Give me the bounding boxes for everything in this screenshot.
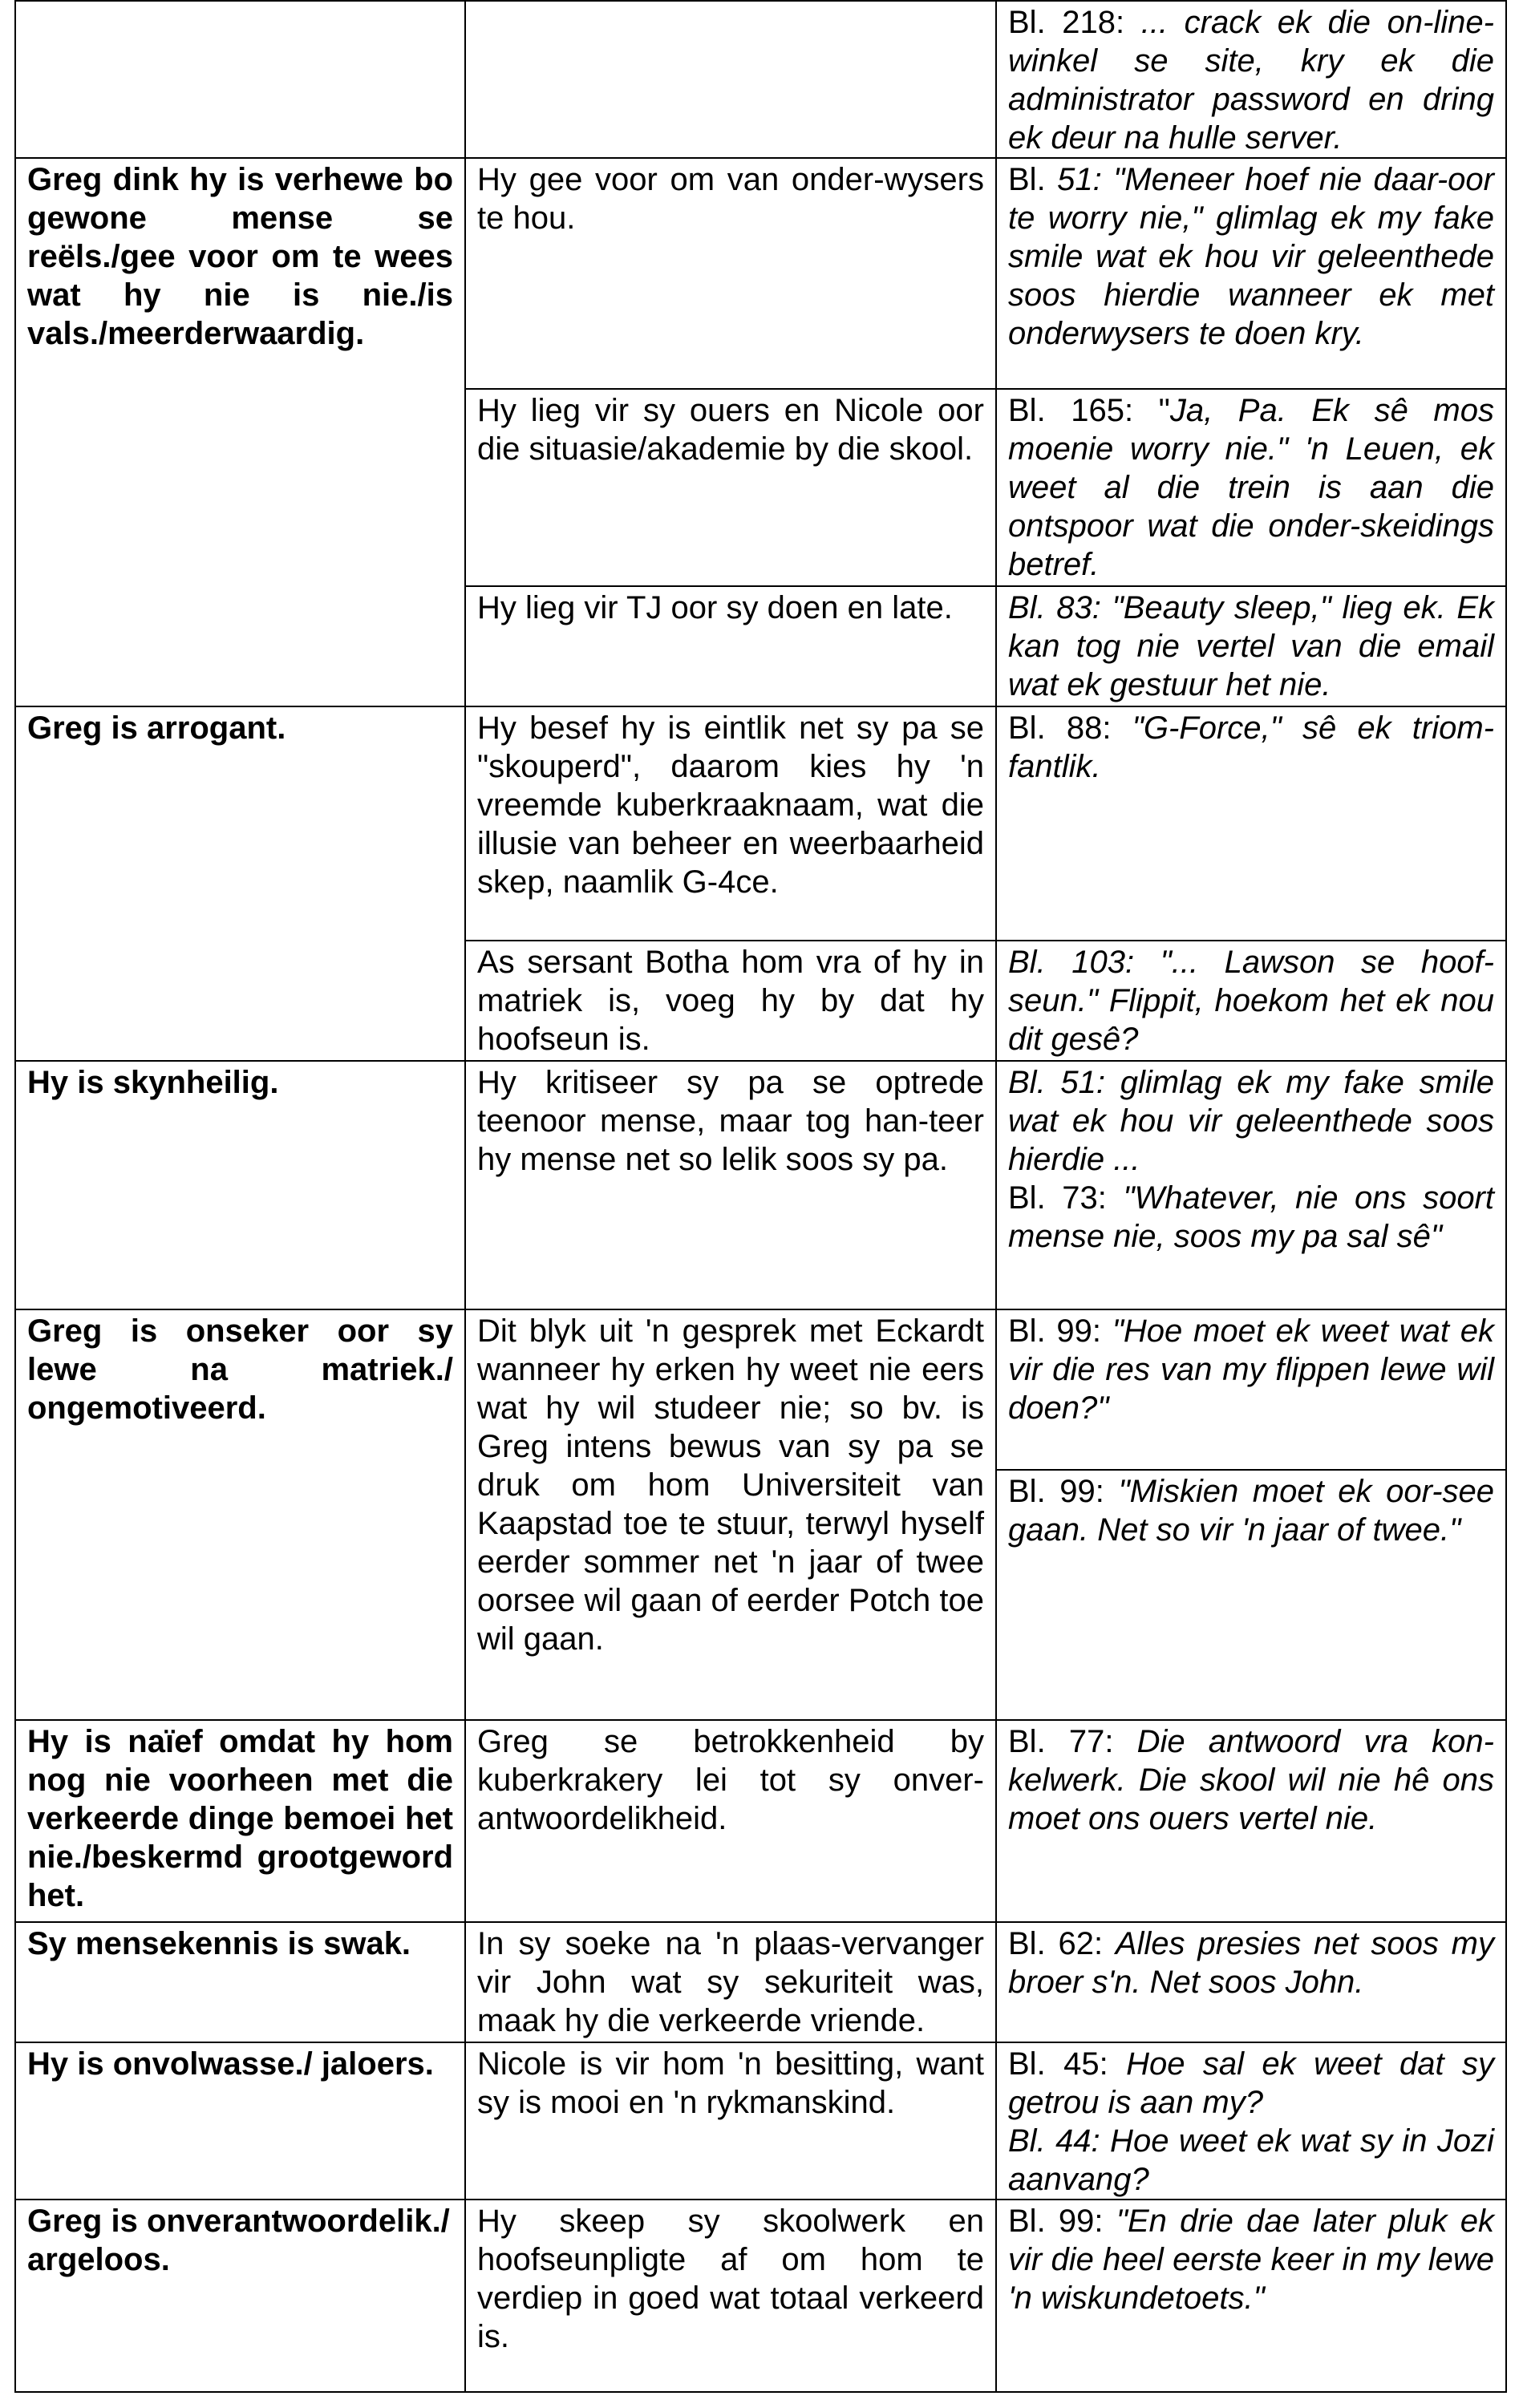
quote-text: "Hoe moet ek weet wat ek vir die res van my flippen lewe wil doen?" <box>1008 1313 1494 1426</box>
quote-cell <box>996 1470 1506 1720</box>
table-row <box>15 158 1506 389</box>
quote-text: Alles presies net soos my broer s'n. Net soos John. <box>1008 1926 1495 2000</box>
quote-text: Hoe sal ek weet dat sy getrou is aan my? <box>1008 2046 1495 2120</box>
quote-ref: Bl. <box>1008 162 1058 197</box>
quote-cell <box>996 158 1506 389</box>
trait-cell: Hy is onvolwasse./ jaloers. <box>15 2042 465 2200</box>
trait-cell: Hy is naïef omdat hy hom nog nie voorheen met die verkeerde dinge bemoei het nie./beskermd grootgeword het. <box>15 1720 465 1922</box>
quote-cell <box>996 941 1506 1061</box>
explanation-cell: Hy lieg vir sy ouers en Nicole oor die situasie/akademie by die skool. <box>465 389 996 586</box>
quote-ref: Bl. 77: <box>1008 1724 1137 1759</box>
quote-ref: Bl. 99: <box>1008 2204 1116 2239</box>
quote-ref: Bl. 165: " <box>1008 393 1170 428</box>
quote-text: "En drie dae later pluk ek vir die heel eerste keer in my lewe 'n wiskundetoets." <box>1008 2204 1494 2316</box>
table-row <box>15 2042 1506 2200</box>
quote-cell <box>996 706 1506 941</box>
table-row <box>15 1309 1506 1470</box>
quote-ref: Bl. 88: <box>1008 710 1132 746</box>
trait-cell: Greg is arrogant. <box>15 706 465 1061</box>
quote-text: 51: "Meneer hoef nie daar-oor te worry nie," glimlag ek my fake smile wat ek hou vir geleenthede soos hierdie wanneer ek met onderwysers te doen kry. <box>1008 162 1494 351</box>
explanation-cell: Hy skeep sy skoolwerk en hoofseunpligte af om hom te verdiep in goed wat totaal verkeerd is. <box>465 2200 996 2392</box>
quote-text: "G-Force," sê ek triom-fantlik. <box>1008 710 1495 784</box>
explanation-cell <box>465 1 996 158</box>
trait-cell: Sy mensekennis is swak. <box>15 1922 465 2042</box>
quote-ref: Bl. 45: <box>1008 2046 1127 2082</box>
explanation-cell: Greg se betrokkenheid by kuberkrakery lei tot sy onver-antwoordelikheid. <box>465 1720 996 1922</box>
explanation-cell: Hy lieg vir TJ oor sy doen en late. <box>465 586 996 706</box>
explanation-cell: Nicole is vir hom 'n besitting, want sy is mooi en 'n rykmanskind. <box>465 2042 996 2200</box>
character-analysis-table <box>14 0 1507 2393</box>
trait-cell: Greg is onverantwoordelik./ argeloos. <box>15 2200 465 2392</box>
table-row <box>15 2200 1506 2392</box>
trait-cell: Hy is skynheilig. <box>15 1061 465 1309</box>
quote-line <box>1008 2045 1494 2122</box>
table-row <box>15 1 1506 158</box>
explanation-cell: Dit blyk uit 'n gesprek met Eckardt wanneer hy erken hy weet nie eers wat hy wil studeer nie; so bv. is Greg intens bewus van sy pa se druk om hom Universiteit van Kaapstad toe te stuur, terwyl hyself eerder sommer net 'n jaar of twee oorsee wil gaan of eerder Potch toe wil gaan. <box>465 1309 996 1720</box>
quote-text: Bl. 83: "Beauty sleep," lieg ek. Ek kan tog nie vertel van die email wat ek gestuur het nie. <box>1008 590 1494 702</box>
quote-text: "Miskien moet ek oor-see gaan. Net so vir 'n jaar of twee." <box>1008 1474 1495 1548</box>
quote-cell <box>996 389 1506 586</box>
quote-ref: Bl. 218: <box>1008 5 1141 40</box>
table-row <box>15 1922 1506 2042</box>
quote-text: Bl. 103: "... Lawson se hoof-seun." Flippit, hoekom het ek nou dit gesê? <box>1008 945 1494 1057</box>
quote-cell <box>996 1309 1506 1470</box>
quote-cell <box>996 1922 1506 2042</box>
table-row <box>15 1720 1506 1922</box>
trait-cell: Greg is onseker oor sy lewe na matriek./ ongemotiveerd. <box>15 1309 465 1720</box>
quote-ref: Bl. 99: <box>1008 1474 1119 1509</box>
quote-cell <box>996 2042 1506 2200</box>
table-row <box>15 706 1506 941</box>
table-row <box>15 1061 1506 1309</box>
quote-text: "Whatever, nie ons soort mense nie, soos my pa sal sê" <box>1008 1180 1494 1254</box>
explanation-cell: In sy soeke na 'n plaas-vervanger vir John wat sy sekuriteit was, maak hy die verkeerde vriende. <box>465 1922 996 2042</box>
quote-cell <box>996 1061 1506 1309</box>
quote-cell <box>996 586 1506 706</box>
explanation-cell: As sersant Botha hom vra of hy in matriek is, voeg hy by dat hy hoofseun is. <box>465 941 996 1061</box>
explanation-cell: Hy gee voor om van onder-wysers te hou. <box>465 158 996 389</box>
trait-cell <box>15 1 465 158</box>
explanation-cell: Hy besef hy is eintlik net sy pa se "skouperd", daarom kies hy 'n vreemde kuberkraaknaam, wat die illusie van beheer en weerbaarheid skep, naamlik G-4ce. <box>465 706 996 941</box>
quote-ref: Bl. 62: <box>1008 1926 1116 1961</box>
quote-ref: Bl. 73: <box>1008 1180 1124 1216</box>
quote-text: Bl. 44: Hoe weet ek wat sy in Jozi aanvang? <box>1008 2123 1494 2197</box>
quote-cell <box>996 2200 1506 2392</box>
quote-text: Ja, Pa. Ek sê mos moenie worry nie." 'n Leuen, ek weet al die trein is aan die ontspoor wat die onder-skeidings betref. <box>1008 393 1494 582</box>
quote-cell <box>996 1 1506 158</box>
quote-line <box>1008 1179 1494 1256</box>
quote-cell <box>996 1720 1506 1922</box>
quote-text: ... crack ek die on-line-winkel se site, kry ek die administrator password en dring ek deur na hulle server. <box>1008 5 1494 156</box>
quote-ref: Bl. 99: <box>1008 1313 1112 1349</box>
quote-text: Bl. 51: glimlag ek my fake smile wat ek hou vir geleenthede soos hierdie ... <box>1008 1065 1494 1177</box>
quote-text: Die antwoord vra kon-kelwerk. Die skool wil nie hê ons moet ons ouers vertel nie. <box>1008 1724 1494 1836</box>
explanation-cell: Hy kritiseer sy pa se optrede teenoor mense, maar tog han-teer hy mense net so lelik soos sy pa. <box>465 1061 996 1309</box>
trait-cell: Greg dink hy is verhewe bo gewone mense se reëls./gee voor om te wees wat hy nie is nie./is vals./meerderwaardig. <box>15 158 465 706</box>
